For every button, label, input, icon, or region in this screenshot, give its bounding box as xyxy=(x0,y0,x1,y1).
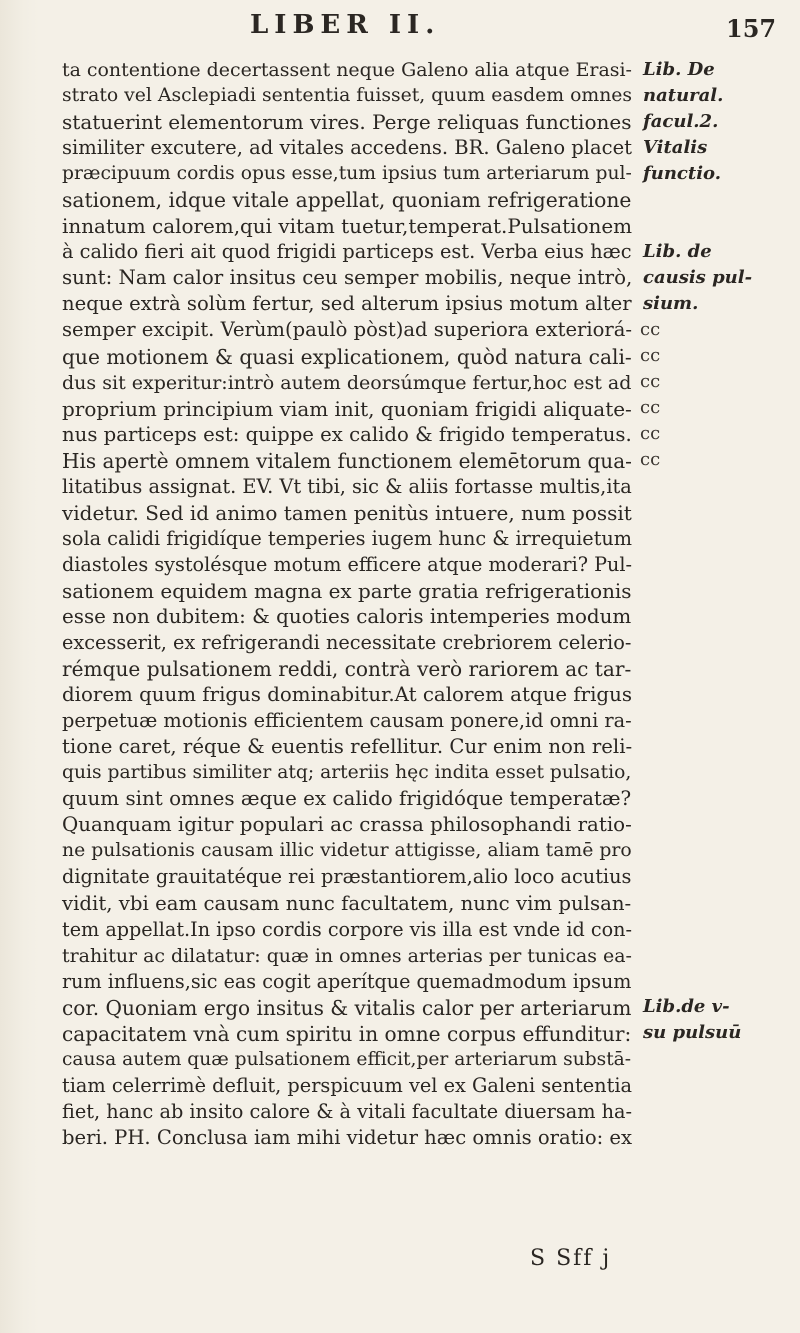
text-line: esse non dubitem: & quoties caloris intemperies modum xyxy=(62,604,632,628)
text-line: litatibus assignat. EV. Vt tibi, sic & aliis fortasse multis,ita xyxy=(62,474,632,498)
text-line: rémque pulsationem reddi, contrà verò rariorem ac tar- xyxy=(62,657,632,682)
text-line: diastoles systolésque motum efficere atque moderari? Pul- xyxy=(62,552,632,576)
text-line: excesserit, ex refrigerandi necessitate crebriorem celerio- xyxy=(62,631,632,655)
text-line: vidit, vbi eam causam nunc facultatem, nunc vim pulsan- xyxy=(62,891,632,915)
text-line: perpetuæ motionis efficientem causam ponere,id omni ra- xyxy=(62,709,632,733)
page-number: 157 xyxy=(726,14,777,43)
text-line: capacitatem vnà cum spiritu in omne corpus effunditur: xyxy=(62,1021,632,1046)
text-line: strato vel Asclepiadi sententia fuisset, quum easdem omnes xyxy=(62,85,633,107)
text-line: Quanquam igitur populari ac crassa philosophandi ratio- xyxy=(62,813,632,837)
quotation-mark: cc xyxy=(640,397,661,419)
quotation-mark: cc xyxy=(640,423,661,445)
text-line: dignitate grauitatéque rei præstantiorem,alio loco acutius xyxy=(62,865,632,889)
text-line: que motionem & quasi explicationem, quòd natura cali- xyxy=(62,344,632,369)
text-line: His apertè omnem vitalem functionem elemētorum qua- xyxy=(62,448,632,473)
text-line: ne pulsationis causam illic videtur attigisse, aliam tamē pro xyxy=(62,840,632,862)
text-line: trahitur ac dilatatur: quæ in omnes arterias per tunicas ea- xyxy=(62,944,632,967)
text-line: præcipuum cordis opus esse,tum ipsius tum arteriarum pul- xyxy=(62,163,632,185)
margin-note: su pulsuū xyxy=(643,1022,742,1043)
text-line: tiam celerrimè defluit, perspicuum vel ex Galeni sententia xyxy=(62,1073,633,1097)
text-line: cor. Quoniam ergo insitus & vitalis calor per arteriarum xyxy=(62,995,632,1020)
text-line: statuerint elementorum vires. Perge reliquas functiones xyxy=(62,110,632,135)
text-line: similiter excutere, ad vitales accedens. BR. Galeno placet xyxy=(62,136,632,160)
quotation-marks-column xyxy=(640,317,670,473)
page-gutter-shade xyxy=(0,0,40,1333)
text-line: quis partibus similiter atq; arteriis hęc indita esset pulsatio, xyxy=(62,762,632,784)
quotation-mark: cc xyxy=(640,319,661,340)
text-line: sationem equidem magna ex parte gratia refrigerationis xyxy=(62,578,632,603)
text-line: à calido fieri ait quod frigidi particeps est. Verba eius hæc xyxy=(62,240,632,264)
text-line: nus particeps est: quippe ex calido & frigido temperatus. xyxy=(62,422,632,446)
margin-note: natural. xyxy=(643,85,724,106)
margin-note: Lib. De xyxy=(643,59,715,80)
text-line: fiet, hanc ab insito calore & à vitali facultate diuersam ha- xyxy=(62,1099,633,1123)
margin-note: facul.2. xyxy=(643,111,719,132)
page-header xyxy=(0,10,800,50)
text-line: sationem, idque vitale appellat, quoniam refrigeratione xyxy=(62,188,632,213)
margin-note: sium. xyxy=(643,293,699,314)
margin-note: functio. xyxy=(643,163,721,184)
quotation-mark: cc xyxy=(640,449,661,471)
margin-note: Lib.de v- xyxy=(643,996,730,1017)
text-line: sola calidi frigidíque temperies iugem hunc & irrequietum xyxy=(62,526,633,550)
margin-note: Vitalis xyxy=(643,137,708,158)
text-line: diorem quum frigus dominabitur.At calorem atque frigus xyxy=(62,683,632,707)
quotation-mark: cc xyxy=(640,345,661,367)
text-line: sunt: Nam calor insitus ceu semper mobilis, neque intrò, xyxy=(62,266,633,290)
running-title: LIBER II. xyxy=(250,10,441,40)
signature-mark: S Sff j xyxy=(530,1246,612,1271)
text-line: neque extrà solùm fertur, sed alterum ipsius motum alter xyxy=(62,292,632,316)
text-line: videtur. Sed id animo tamen penitùs intuere, num possit xyxy=(62,500,632,525)
margin-note: causis pul- xyxy=(643,267,753,288)
text-line: proprium principium viam init, quoniam frigidi aliquate- xyxy=(62,396,632,421)
text-line: innatum calorem,qui vitam tuetur,temperat.Pulsationem xyxy=(62,214,633,239)
body-text xyxy=(62,57,632,1151)
text-line: dus sit experitur:intrò autem deorsúmque fertur,hoc est ad xyxy=(62,371,632,394)
text-line: tem appellat.In ipso cordis corpore vis illa est vnde id con- xyxy=(62,917,632,941)
text-line: semper excipit. Verùm(paulò pòst)ad superiora exteriorá- xyxy=(62,318,633,342)
text-line: rum influens,sic eas cogit aperítque quemadmodum ipsum xyxy=(62,969,632,993)
text-line: causa autem quæ pulsationem efficit,per arteriarum substā- xyxy=(62,1048,632,1070)
text-line: beri. PH. Conclusa iam mihi videtur hæc omnis oratio: ex xyxy=(62,1125,633,1149)
quotation-mark: cc xyxy=(640,371,661,393)
text-line: tione caret, réque & euentis refellitur. Cur enim non reli- xyxy=(62,735,633,759)
margin-note: Lib. de xyxy=(643,241,712,262)
text-line: quum sint omnes æque ex calido frigidóque temperatæ? xyxy=(62,787,632,811)
text-line: ta contentione decertassent neque Galeno alia atque Erasi- xyxy=(62,59,632,81)
